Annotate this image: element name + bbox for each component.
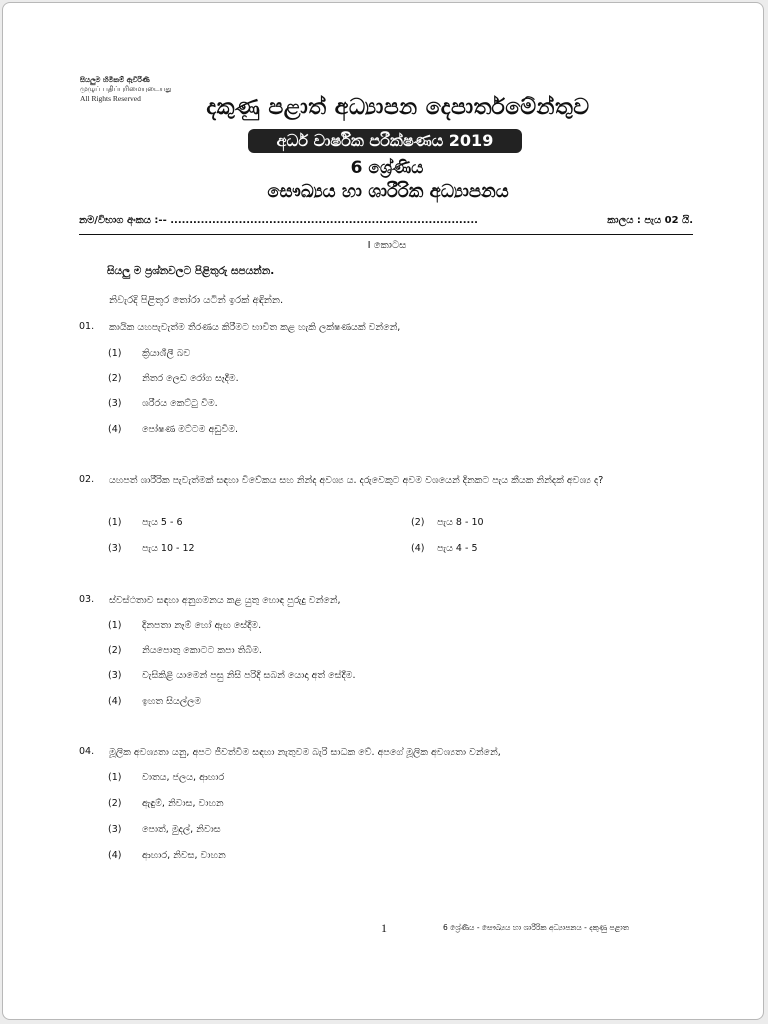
instruction-sub: නිවැරදි පිළිතුර තෝරා යටින් ඉරක් අඳින්න. — [109, 295, 284, 306]
question-number: 01. — [79, 321, 95, 332]
option-text: පැය 10 - 12 — [142, 543, 195, 554]
option-text: වාතය, ජලය, ආහාර — [142, 772, 225, 783]
option-number: (2) — [411, 517, 425, 528]
instruction-main: සියලු ම ප්‍රශ්නවලට පිළිතුරු සපයන්න. — [107, 265, 275, 277]
option-text: ශරීරය කෙට්ටු වීම. — [142, 398, 218, 409]
question-text: යහපත් ශාරීරික පැවැත්මක් සඳහා විවේකය සහ නින්ද අවශ්‍ය ය. දරුවෙකුට අවම වශයෙන් දිනකට පැය කීයක නින්දක් අවශ්‍ය ද? — [109, 475, 604, 486]
option-text: ආහාර, නිවස, වාහන — [142, 850, 226, 861]
option-number: (2) — [108, 645, 122, 656]
question-text: ස්වස්ථතාව සඳහා අනුගමනය කළ යුතු හොඳ පුරුදු වන්නේ, — [109, 595, 341, 606]
option-number: (3) — [108, 670, 122, 681]
option-number: (1) — [108, 772, 122, 783]
question-number: 02. — [79, 474, 95, 485]
option-number: (4) — [108, 696, 122, 707]
option-text: දිනපතා නෑම් හෝ ඇඟ සේදීම. — [142, 620, 262, 631]
grade-label: 6 ශ්‍රේණිය — [350, 158, 424, 178]
page-number: 1 — [381, 921, 387, 935]
option-text: පොත්, මුදල්, නිවාස — [142, 824, 221, 835]
option-number: (4) — [411, 543, 425, 554]
exam-title-banner: අර්ධ වාර්ෂික පරීක්ෂණය 2019 — [248, 129, 522, 153]
subject-title: සෞඛ්‍යය හා ශාරීරික අධ්‍යාපනය — [267, 181, 509, 202]
copyright-notice — [80, 76, 172, 103]
option-number: (2) — [108, 373, 122, 384]
copyright-sinhala: සියලුම හිමිකම් ඇවිරිණි — [80, 76, 150, 84]
option-number: (1) — [108, 348, 122, 359]
option-number: (2) — [108, 798, 122, 809]
footer-caption: 6 ශ්‍රේණිය - සෞඛ්‍යය හා ශාරීරික අධ්‍යාපනය - දකුණු පළාත — [443, 923, 629, 932]
question-text: කායික යහපැවැත්ම තීරණය කිරීමට භාවිත කළ හැකි ලක්ෂණයක් වන්නේ, — [109, 322, 401, 333]
question-number: 03. — [79, 594, 95, 605]
option-number: (3) — [108, 824, 122, 835]
option-text: නිතර ලෙඩ රෝග සෑදීම. — [142, 373, 239, 384]
exam-meta-row — [79, 215, 693, 233]
copyright-tamil: முழுப் பதிப்புரிமையுடையது — [80, 85, 172, 93]
name-index-field[interactable]: නම/විභාග අංකය :-- ................................................................................. — [79, 215, 478, 226]
option-number: (4) — [108, 850, 122, 861]
department-title: දකුණු පළාත් අධ්‍යාපන දෙපාර්තමේන්තුව — [206, 95, 590, 120]
option-text: ඇඳුම්, නිවාස, වාහන — [142, 798, 224, 809]
part-label: I කොටස — [367, 240, 407, 251]
question-number: 04. — [79, 746, 95, 757]
option-text: පෝෂණ මට්ටම අඩුවීම. — [142, 424, 239, 435]
option-text: පැය 8 - 10 — [437, 517, 484, 528]
option-text: ක්‍රියාශීලී බව — [142, 348, 191, 359]
option-text: වැසිකිළි යාමෙන් පසු නිසි පරිදි සබන් යොදා අත් සේදීම. — [142, 670, 356, 681]
option-number: (1) — [108, 517, 122, 528]
option-number: (3) — [108, 398, 122, 409]
option-number: (4) — [108, 424, 122, 435]
option-text: පැය 4 - 5 — [437, 543, 478, 554]
option-number: (1) — [108, 620, 122, 631]
option-text: පැය 5 - 6 — [142, 517, 183, 528]
option-text: ඉහත සියල්ලම — [142, 696, 202, 707]
option-text: නියපොතු කොටට කපා තිබීම. — [142, 645, 262, 656]
question-text: මූලික අවශ්‍යතා යනු, අපට ජීවත්වීම සඳහා නැතුවම බැරි සාධක වේ. අපගේ මූලික අවශ්‍යතා වන්නේ, — [109, 747, 501, 758]
header-divider — [79, 234, 693, 235]
copyright-english: All Rights Reserved — [80, 94, 141, 103]
exam-page — [2, 2, 764, 1020]
time-allowed: කාලය : පැය 02 යි. — [607, 215, 693, 226]
option-number: (3) — [108, 543, 122, 554]
